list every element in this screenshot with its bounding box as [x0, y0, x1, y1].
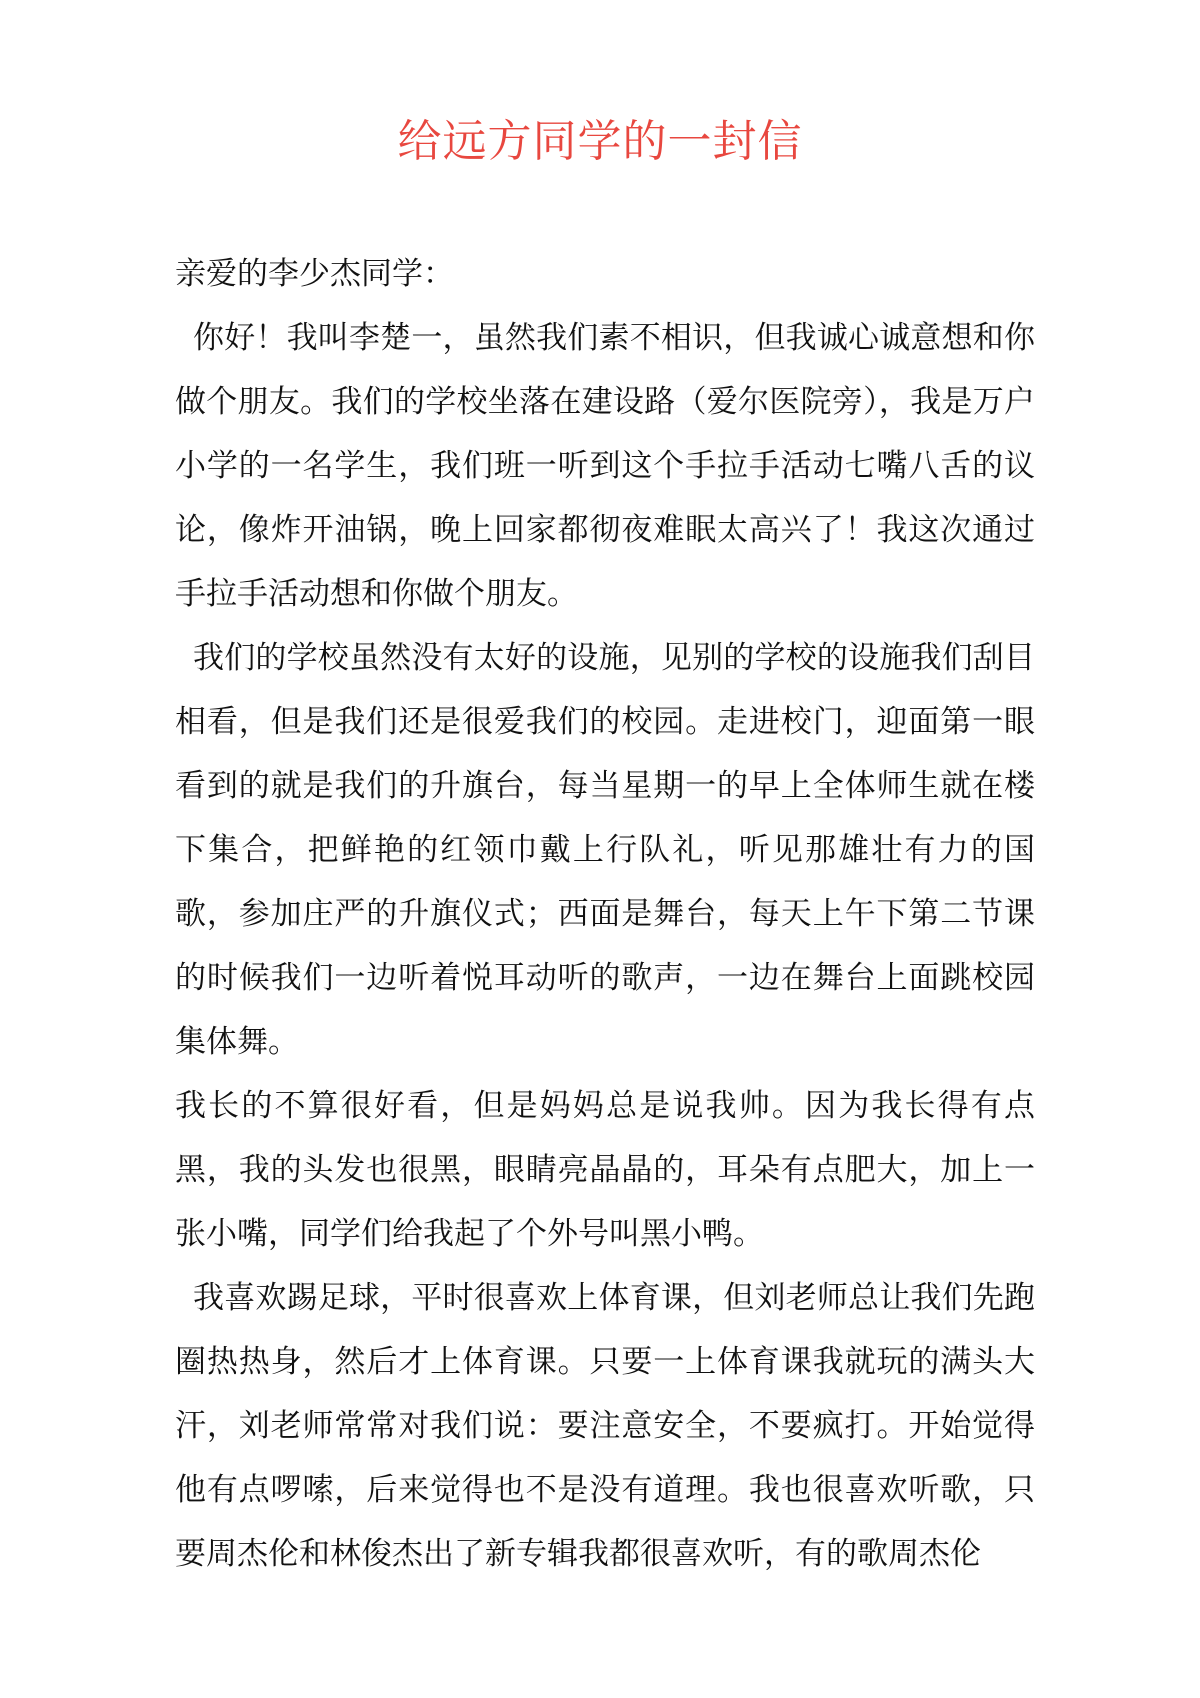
document-title: 给远方同学的一封信: [397, 116, 803, 167]
paragraph-appearance: 我长的不算很好看，但是妈妈总是说我帅。因为我长得有点黑，我的头发也很黑，眼睛亮晶晶的，耳朵有点肥大，加上一张小嘴，同学们给我起了个外号叫黑小鸭。: [175, 1088, 1035, 1252]
salutation: 亲爱的李少杰同学：: [175, 256, 454, 292]
letter-body: [175, 242, 1035, 1586]
paragraph-hobbies: 我喜欢踢足球，平时很喜欢上体育课，但刘老师总让我们先跑圈热热身，然后才上体育课。只要一上体育课我就玩的满头大汗，刘老师常常对我们说：要注意安全，不要疯打。开始觉得他有点啰嗦，后来觉得也不是没有道理。我也很喜欢听歌，只要周杰伦和林俊杰出了新专辑我都很喜欢听，有的歌周杰伦: [175, 1280, 1035, 1572]
paragraph-school: 我们的学校虽然没有太好的设施，见别的学校的设施我们刮目相看，但是我们还是很爱我们的校园。走进校门，迎面第一眼看到的就是我们的升旗台，每当星期一的早上全体师生就在楼下集合，把鲜艳的红领巾戴上行队礼，听见那雄壮有力的国歌，参加庄严的升旗仪式；西面是舞台，每天上午下第二节课的时候我们一边听着悦耳动听的歌声，一边在舞台上面跳校园集体舞。: [175, 640, 1035, 1060]
paragraph-greeting: 你好！我叫李楚一，虽然我们素不相识，但我诚心诚意想和你做个朋友。我们的学校坐落在建设路（爱尔医院旁），我是万户小学的一名学生，我们班一听到这个手拉手活动七嘴八舌的议论，像炸开油锅，晚上回家都彻夜难眠太高兴了！我这次通过手拉手活动想和你做个朋友。: [175, 320, 1035, 612]
